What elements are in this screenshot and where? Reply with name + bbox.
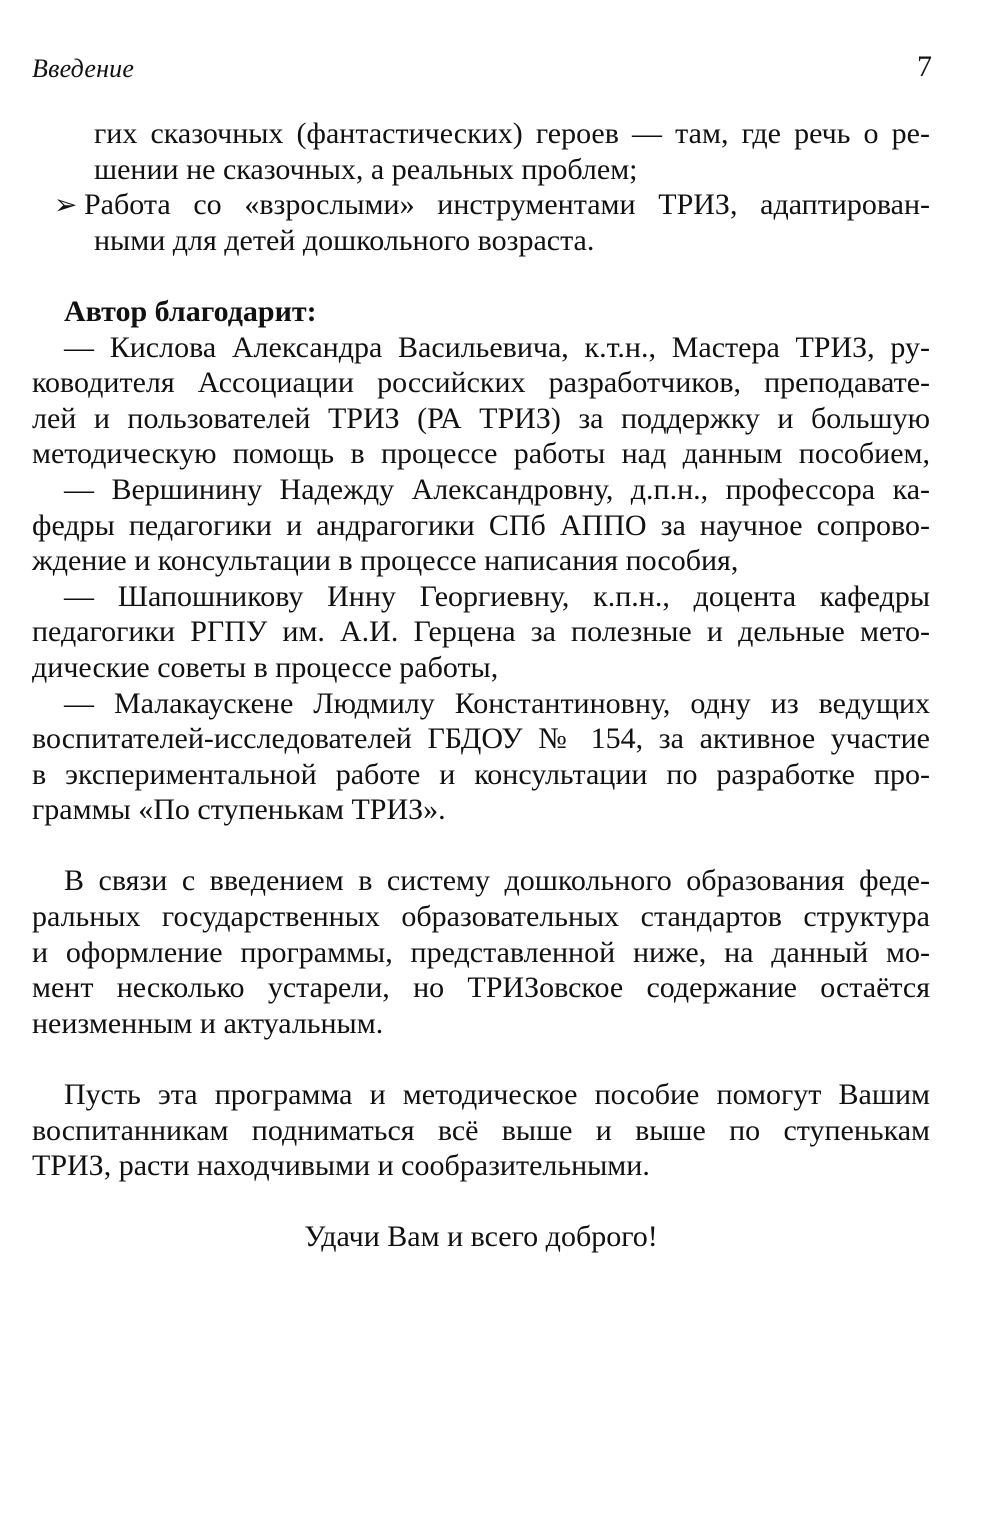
bullet-item-1-line-2: шении не сказочных, а реальных проблем;	[94, 152, 638, 186]
ack-line: дические советы в процессе работы,	[32, 650, 499, 684]
ack-line: ждение и консультации в процессе написания пособия,	[32, 544, 739, 578]
page-number: 7	[917, 50, 932, 83]
ack-line: — Шапошникову Инну Георгиевну, к.п.н., доцента кафедры	[64, 579, 930, 613]
ack-line: — Малакаускене Людмилу Константиновну, одну из ведущих	[64, 686, 930, 720]
page-body	[32, 116, 930, 1255]
paragraph-line: воспитанникам подниматься всё выше и выше по ступенькам	[32, 1113, 930, 1147]
arrowhead-bullet-icon: ➢	[54, 190, 78, 222]
ack-line: граммы «По ступенькам ТРИЗ».	[32, 793, 446, 827]
ack-line: — Вершинину Надежду Александровну, д.п.н., профессора ка-	[64, 472, 930, 506]
acknowledgements-section	[32, 294, 930, 828]
wishes-paragraph	[32, 1077, 930, 1184]
paragraph-line: и оформление программы, представленной ниже, на данный мо-	[32, 935, 930, 969]
closing-line: Удачи Вам и всего доброго!	[304, 1220, 658, 1254]
acknowledgements-heading: Автор благодарит:	[64, 294, 317, 328]
bullet-item-2-line-1	[32, 187, 930, 223]
ack-line: лей и пользователей ТРИЗ (РА ТРИЗ) за поддержку и большую	[32, 401, 930, 435]
bullet-list	[32, 116, 930, 258]
bullet-item-1-line-1: гих сказочных (фантастических) героев — там, где речь о ре-	[94, 117, 930, 150]
running-head: Введение	[32, 54, 135, 83]
ack-line: в экспериментальной работе и консультации по разработке про-	[32, 757, 930, 791]
page-header	[32, 50, 932, 86]
ack-line: педагогики РГПУ им. А.И. Герцена за полезные и дельные мето-	[32, 615, 930, 649]
paragraph-line: неизменным и актуальным.	[32, 1006, 384, 1040]
bullet-item-2-line-2: ными для детей дошкольного возраста.	[94, 223, 595, 257]
bullet-item-2-text: Работа со «взрослыми» инструментами ТРИЗ, адаптирован-	[84, 188, 930, 222]
ack-line: воспитателей-исследователей ГБДОУ № 154, за активное участие	[32, 722, 930, 756]
ack-line: методическую помощь в процессе работы над данным пособием,	[32, 437, 930, 471]
standards-paragraph	[32, 863, 930, 1041]
ack-line: ководителя Ассоциации российских разработчиков, преподавате-	[32, 366, 930, 400]
ack-line: — Кислова Александра Васильевича, к.т.н., Мастера ТРИЗ, ру-	[64, 330, 930, 364]
ack-line: федры педагогики и андрагогики СПб АППО за научное сопрово-	[32, 508, 930, 542]
paragraph-line: ТРИЗ, расти находчивыми и сообразительными.	[32, 1149, 650, 1183]
paragraph-line: В связи с введением в систему дошкольного образования феде-	[64, 864, 930, 898]
paragraph-line: ральных государственных образовательных стандартов структура	[32, 900, 930, 934]
paragraph-line: мент несколько устарели, но ТРИЗовское содержание остаётся	[32, 971, 930, 1005]
paragraph-line: Пусть эта программа и методическое пособие помогут Вашим	[64, 1078, 930, 1112]
